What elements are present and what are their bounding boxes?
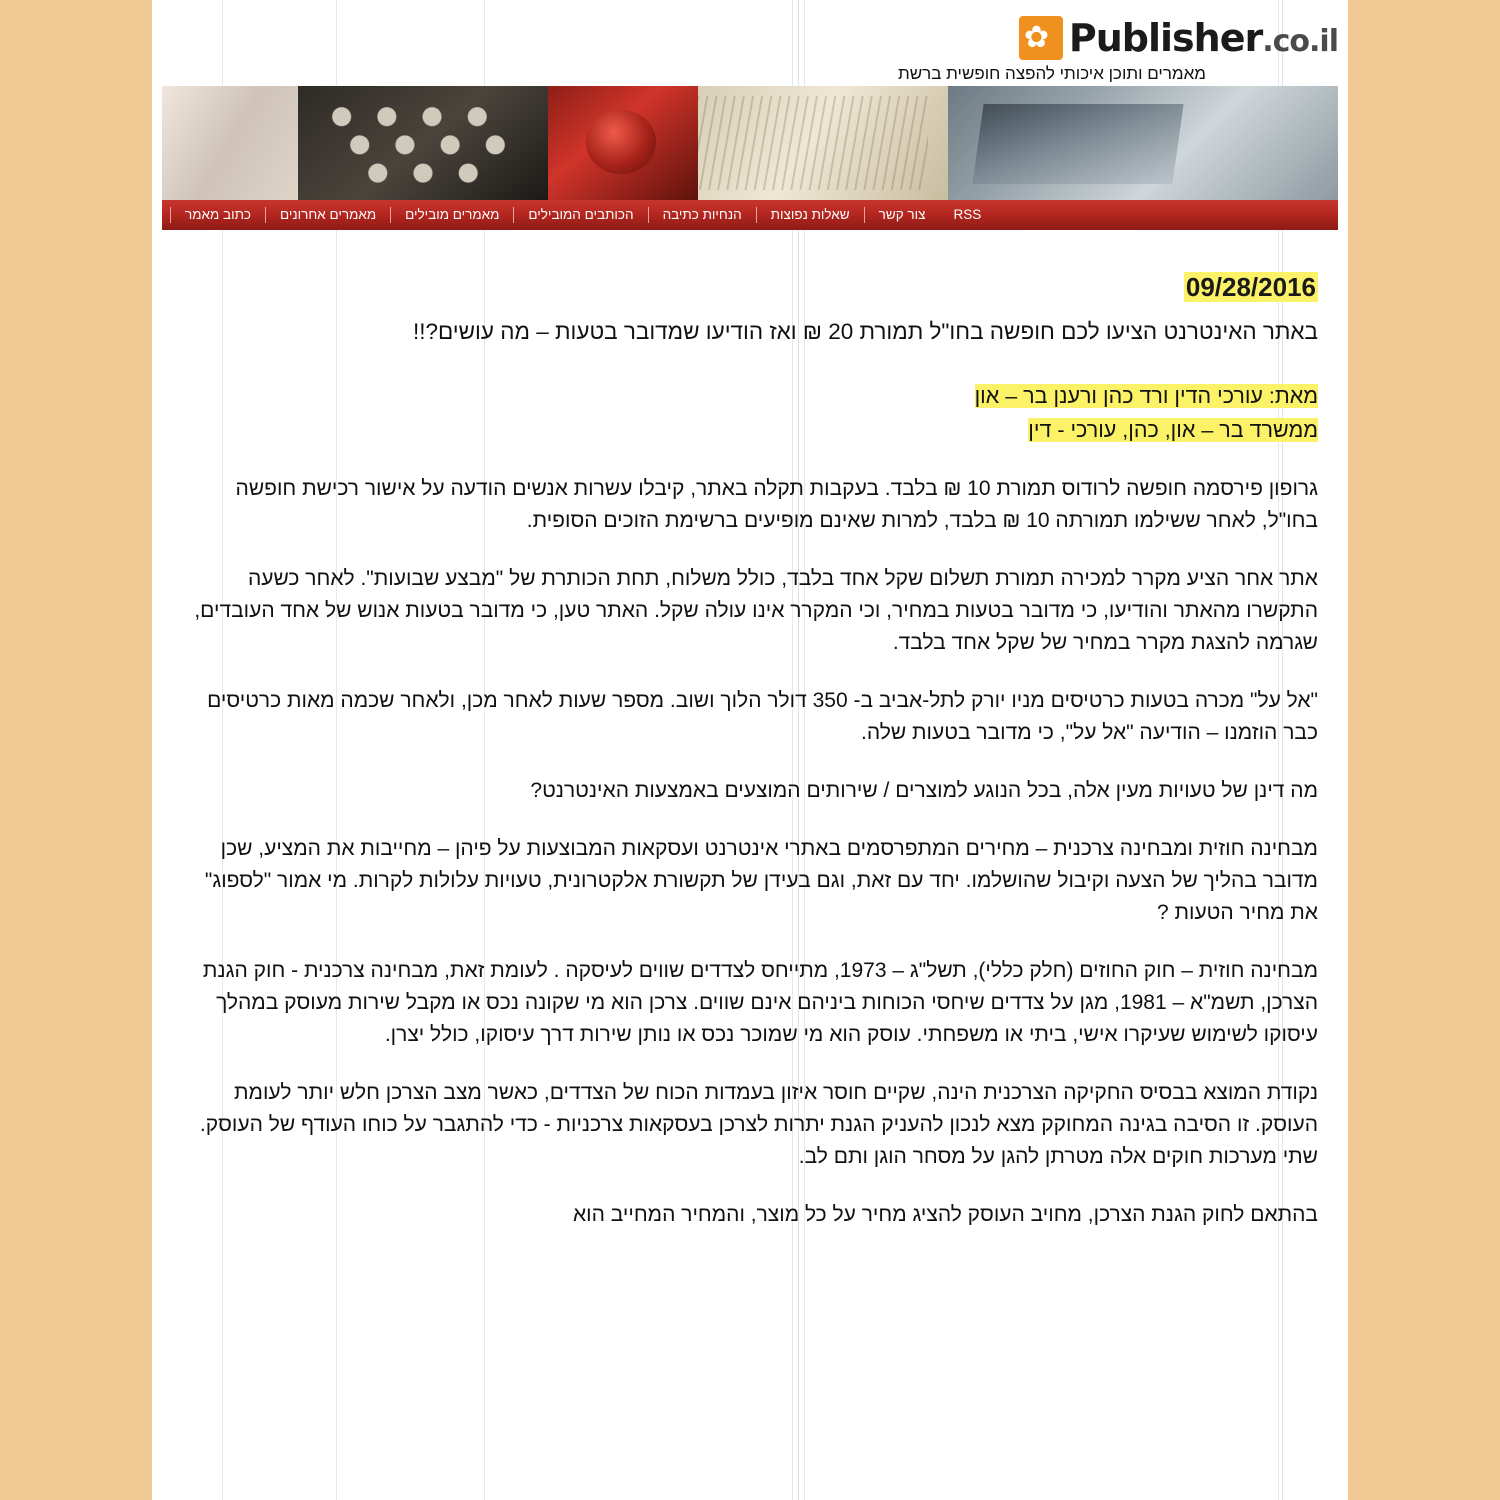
- site-header: [152, 0, 1348, 240]
- scanned-page: [152, 0, 1348, 1500]
- nav-item-writing-guidelines[interactable]: הנחיות כתיבה: [648, 207, 756, 223]
- nav-item-top-articles[interactable]: מאמרים מובילים: [390, 207, 513, 223]
- article-headline: באתר האינטרנט הציעו לכם חופשה בחו"ל תמורת 20 ₪ ואז הודיעו שמדובר בטעות – מה עושים?!!: [412, 319, 1318, 344]
- byline-firm: ממשרד בר – און, כהן, עורכי - דין: [1028, 418, 1318, 442]
- main-navigation[interactable]: [162, 200, 1338, 230]
- site-tagline: מאמרים ותוכן איכותי להפצה חופשית ברשת: [898, 64, 1206, 83]
- article-paragraph: גרופון פירסמה חופשה לרודוס תמורת 10 ₪ בלבד. בעקבות תקלה באתר, קיבלו עשרות אנשים הודעה על אישור רכישת חופשה בחו"ל, לאחר ששילמו תמורתה 10 ₪ בלבד, למרות שאינם מופיעים ברשימת הזוכים הסופית.: [235, 477, 1318, 532]
- banner-image-laptop-writing: [948, 86, 1338, 200]
- brand-wordmark: [1069, 16, 1338, 60]
- article-paragraph: אתר אחר הציע מקרר למכירה תמורת תשלום שקל אחד בלבד, כולל משלוח, תחת הכותרת של "מבצע שבועות". לאחר כשעה התקשרו מהאתר והודיעו, כי מדובר בטעות במחיר, וכי המקרר אינו עולה שקל. האתר טען, כי מדובר בטעות אנוש של אחד העובדים, שגרמה להצגת מקרר במחיר של שקל אחד בלבד.: [194, 567, 1318, 654]
- article-paragraph: מבחינה חוזית ומבחינה צרכנית – מחירים המתפרסמים באתרי אינטרנט ועסקאות המבוצעות על פיהן – מחייבות את המציע, שכן מדובר בהליך של הצעה וקיבול שהושלמו. יחד עם זאת, וגם בעידן של תקשורת אלקטרונית, טעויות עלולות לקרות. מי אמור "לספוג" את מחיר הטעות ?: [204, 837, 1318, 924]
- brand-tld-text: .co.il: [1262, 24, 1338, 59]
- article-date-text: 09/28/2016: [1185, 272, 1316, 302]
- banner-image-paper: [162, 86, 298, 200]
- article-paragraph: בהתאם לחוק הגנת הצרכן, מחויב העוסק להציג מחיר על כל מוצר, והמחיר המחייב הוא: [573, 1203, 1318, 1226]
- article-byline: [182, 379, 1318, 447]
- dove-icon: ✿: [1019, 16, 1063, 60]
- article-paragraph: מבחינה חוזית – חוק החוזים (חלק כללי), תשל"ג – 1973, מתייחס לצדדים שווים לעיסקה . לעומת זאת, מבחינה צרכנית - חוק הגנת הצרכן, תשמ"א – 1981, מגן על צדדים שיחסי הכוחות ביניהם אינם שווים. צרכן הוא מי שקונה נכס או מקבל שירות מעוסק במהלך עיסוקו לשימוש שעיקרו אישי, ביתי או משפחתי. עוסק הוא מי שמוכר נכס או נותן שירות דרך עיסוקו, כולל יצרן.: [202, 959, 1318, 1046]
- article-body: [182, 272, 1318, 1257]
- banner-image-rose: [548, 86, 698, 200]
- byline-authors: מאת: עורכי הדין ורד כהן ורענן בר – און: [974, 384, 1318, 408]
- article-paragraph: נקודת המוצא בבסיס החקיקה הצרכנית הינה, שקיים חוסר איזון בעמדות הכוח של הצדדים, כאשר מצב הצרכן חלש יותר לעומת העוסק. זו הסיבה בגינה המחוקק מצא לנכון להעניק הגנת יתרות לצרכן בעסקאות צרכניות - כדי להתגבר על כוחו העודף של העוסק. שתי מערכות חוקים אלה מטרתן להגן על מסחר הוגן ותם לב.: [199, 1081, 1318, 1168]
- nav-item-latest-articles[interactable]: מאמרים אחרונים: [265, 207, 390, 223]
- nav-item-faq[interactable]: שאלות נפוצות: [756, 207, 864, 223]
- header-banner-images: [162, 86, 1338, 202]
- nav-item-contact[interactable]: צור קשר: [864, 207, 940, 223]
- nav-item-write-article[interactable]: כתוב מאמר: [170, 207, 265, 223]
- nav-item-top-writers[interactable]: הכותבים המובילים: [513, 207, 647, 223]
- article-paragraph: "אל על" מכרה בטעות כרטיסים מניו יורק לתל-אביב ב- 350 דולר הלוך ושוב. מספר שעות לאחר מכן, ולאחר שכמה מאות כרטיסים כבר הוזמנו – הודיעה "אל על", כי מדובר בטעות שלה.: [207, 689, 1318, 744]
- banner-image-typewriter: [298, 86, 548, 200]
- nav-item-rss[interactable]: RSS: [953, 207, 982, 222]
- article-paragraph: מה דינן של טעויות מעין אלה, בכל הנוגע למוצרים / שירותים המוצעים באמצעות האינטרנט?: [530, 779, 1318, 802]
- article-date: [182, 272, 1318, 303]
- brand-name-text: Publisher: [1068, 16, 1263, 60]
- site-logo[interactable]: [898, 16, 1338, 84]
- banner-image-manuscript-glasses: [698, 86, 948, 200]
